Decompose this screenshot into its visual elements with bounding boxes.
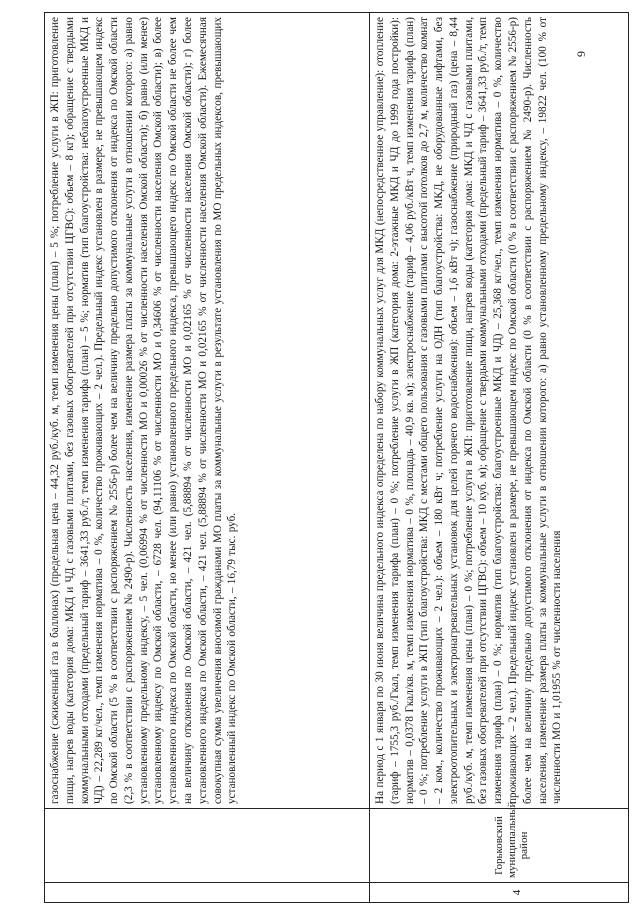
row-number-cell [45,883,370,903]
municipality-name [48,813,168,878]
table-row [45,13,370,903]
row-number: 4 [511,889,523,896]
municipality-name: Горьковский муниципальный район [493,801,531,878]
table-row [370,13,629,903]
municipality-cell [45,809,370,883]
page-number: 9 [574,51,588,57]
description-cell: газоснабжение (сжиженный газ в баллонах) (предельная цена – 44,32 руб./куб. м, темп изменения цены (план) – 5 %; потребление услуги в ЖП: приготовление пищи, нагрев воды (категория дома: МКД и ЧД с газовыми плитами, без газовых обогревателей при отсутствии ЦГВС): объем – 8 кг); обращение с твердыми коммунальными отходами (предельный тариф – 3641,33 руб./т, темп изменения тарифа (план) – 5 %; норматив (тип благоустройства: неблагоустроенные МКД и ЧД) – 22,289 кг/чел., темп изменения норматива – 0 %, количество проживающих – 2 чел.). Предельный индекс установлен в размере, не превышающем индекс по Омской области (5 % в соответствии с распоряжением № 2556-р) более чем на величину предельно допустимого отклонения от индекса по Омской области (2,3 % в соответствии с распоряжением № 2490-р). Численность населения, изменение размера платы за коммунальные услуги в отношении которого: а) равно установленному предельному индексу, – 5 чел. (0,06994 % от численности МО и 0,00026 % от численности населения Омской области); б) равно (или менее) установленному индексу по Омской области, – 6728 чел. (94,11106 % от численности МО и 0,34606 % от численности населения Омской области); в) более установленного индекса по Омской области, но менее (или равно) установленного предельного индекса, превышающего индекс по Омской области не более чем на величину отклонения по Омской области, – 421 чел. (5,88894 % от численности МО и 0,02165 % от численности населения Омской области); г) более установленного индекса по Омской области, – 421 чел. (5,88894 % от численности МО и 0,02165 % от численности населения Омской области). Ежемесячная совокупная сумма увеличения вносимой гражданами МО платы за коммунальные услуги в результате установления по МО предельных индексов, превышающих установленный индекс по Омской области, – 16,79 тыс. руб. [45,13,370,809]
row-number-cell [370,883,629,903]
row-number [48,887,186,898]
municipality-cell [370,801,629,883]
data-table [44,12,629,903]
description-cell: На период с 1 января по 30 июня величина предельного индекса определена по набору коммунальных услуг для МКД (непосредственное управление): отопление (тариф – 1755,3 руб./Гкал, темп изменения тарифа (план) – 0 %; потребление услуги в ЖП (категория дома: 2-этажные МКД и ЧД до 1999 года постройки): норматив – 0,0378 Гкал/кв. м, темп изменения норматива – 0 %, площадь – 40,9 кв. м); электроснабжение (тариф – 4,06 руб./кВт ч, темп изменения тарифа (план) – 0 %; потребление услуги в ЖП (тип благоустройства: МКД с местами общего пользования с газовыми плитами с высотой потолков до 2,7 м, количество комнат – 2 ком., количество проживающих – 2 чел.): объем – 180 кВт ч; потребление услуги на ОДН (тип благоустройства: МКД, не оборудованные лифтами, без электроотопительных и электронагревательных установок для целей горячего водоснабжения): объем – 1,6 кВт ч); газоснабжение (природный газ) (цена – 8,44 руб./куб. м, темп изменения цены (план) – 0 %; потребление услуги в ЖП: приготовление пищи, нагрев воды (категория дома: МКД и ЧД с газовыми плитами, без газовых обогревателей при отсутствии ЦГВС): объем – 10 куб. м); обращение с твердыми коммунальными отходами (предельный тариф – 3641,33 руб./т, темп изменения тарифа (план) – 0 %; норматив (тип благоустройства: благоустроенные МКД и ЧД) – 25,368 кг/чел., темп изменения норматива – 0 %, количество проживающих – 2 чел.). Предельный индекс установлен в размере, не превышающем индекс по Омской области (0 % в соответствии с распоряжением № 2556-р) более чем на величину предельно допустимого отклонения от индекса по Омской области (0 % в соответствии с распоряжением № 2490-р). Численность населения, изменение размера платы за коммунальные услуги в отношении которого: а) равно установленному предельному индексу, – 19822 чел. (100 % от численности МО и 1,01955 % от численности населения [370,13,629,809]
